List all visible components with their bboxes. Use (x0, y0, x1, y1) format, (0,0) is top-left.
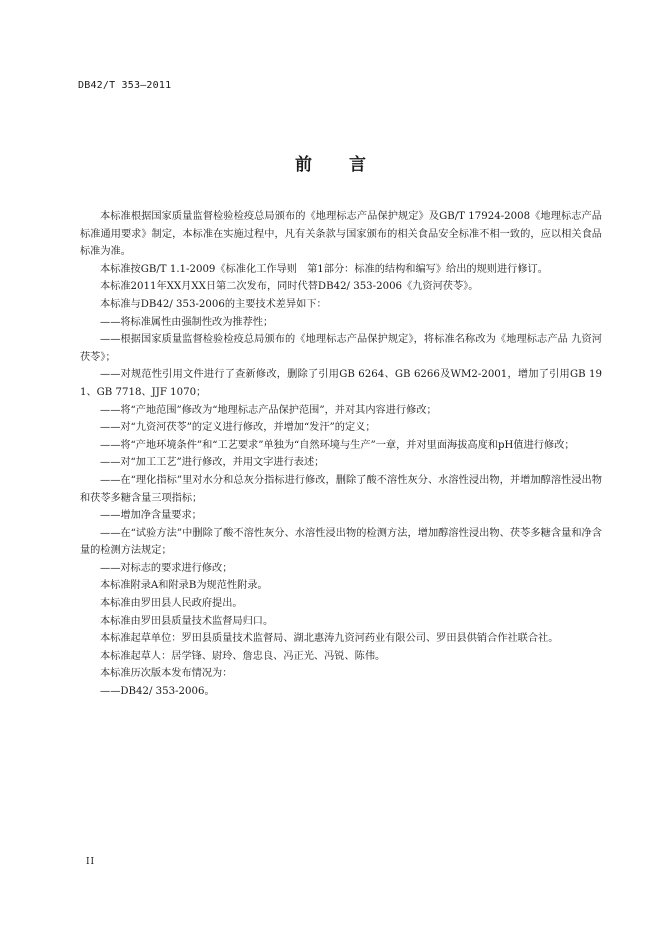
foreword-body (80, 208, 602, 701)
document-code: DB42/T 353—2011 (78, 80, 172, 91)
paragraph: 本标准起草人：居学锋、尉玲、詹忠良、冯正光、冯锐、陈伟。 (100, 650, 386, 662)
list-item: ——DB42/ 353-2006。 (100, 686, 215, 698)
paragraph: 本标准根据国家质量监督检验检疫总局颁布的《地理标志产品保护规定》及GB/T 17924-2008《地理标志产品标准通用要求》制定，本标准在实施过程中，凡有关条款与国家颁布的相关食品安全标准不相一致的，应以相关食品标准为准。 (80, 211, 602, 258)
title-char-1: 前 (295, 155, 313, 175)
list-item: ——在“理化指标”里对水分和总灰分指标进行修改，删除了酸不溶性灰分、水溶性浸出物，并增加醇溶性浸出物和茯苓多糖含量三项指标； (80, 474, 602, 504)
list-item: ——对“加工工艺”进行修改，并用文字进行表述； (100, 457, 325, 469)
list-item: ——增加净含量要求； (100, 510, 202, 522)
paragraph: 本标准历次版本发布情况为： (100, 668, 233, 680)
title-char-2: 言 (349, 155, 367, 175)
list-item: ——根据国家质量监督检验检疫总局颁布的《地理标志产品保护规定》，将标准名称改为《地理标志产品 九资河茯苓》； (80, 334, 602, 363)
paragraph: 本标准附录A和附录B为规范性附录。 (100, 580, 268, 592)
paragraph: 本标准与DB42/ 353-2006的主要技术差异如下： (100, 298, 327, 310)
paragraph: 本标准由罗田县质量技术监督局归口。 (100, 615, 274, 627)
list-item: ——将“产地环境条件”和“工艺要求”单独为“自然环境与生产”一章，并对里面海拔高度和pH值进行修改； (100, 439, 575, 451)
paragraph: 本标准按GB/T 1.1-2009《标准化工作导则 第1部分：标准的结构和编写》给出的规则进行修订。 (100, 263, 548, 275)
paragraph: 本标准由罗田县人民政府提出。 (100, 598, 243, 610)
list-item: ——对规范性引用文件进行了查新修改，删除了引用GB 6264、GB 6266及WM2-2001，增加了引用GB 191、GB 7718、JJF 1070； (80, 369, 602, 398)
list-item: ——对标志的要求进行修改； (100, 562, 233, 574)
list-item: ——将“产地范围”修改为“地理标志产品保护范围”，并对其内容进行修改； (100, 404, 437, 416)
page-number: II (86, 857, 96, 867)
list-item: ——将标准属性由强制性改为推荐性； (100, 316, 274, 328)
list-item: ——在“试验方法”中删除了酸不溶性灰分、水溶性浸出物的检测方法，增加醇溶性浸出物、茯苓多糖含量和净含量的检测方法规定； (80, 527, 602, 557)
list-item: ——对“九资河茯苓”的定义进行修改，并增加“发汗”的定义； (100, 422, 376, 434)
paragraph: 本标准起草单位：罗田县质量技术监督局、湖北惠涛九资河药业有限公司、罗田县供销合作社联合社。 (100, 633, 559, 645)
paragraph: 本标准2011年XX月XX日第二次发布，同时代替DB42/ 353-2006《九资河茯苓》。 (100, 281, 479, 293)
page-title (0, 150, 662, 175)
